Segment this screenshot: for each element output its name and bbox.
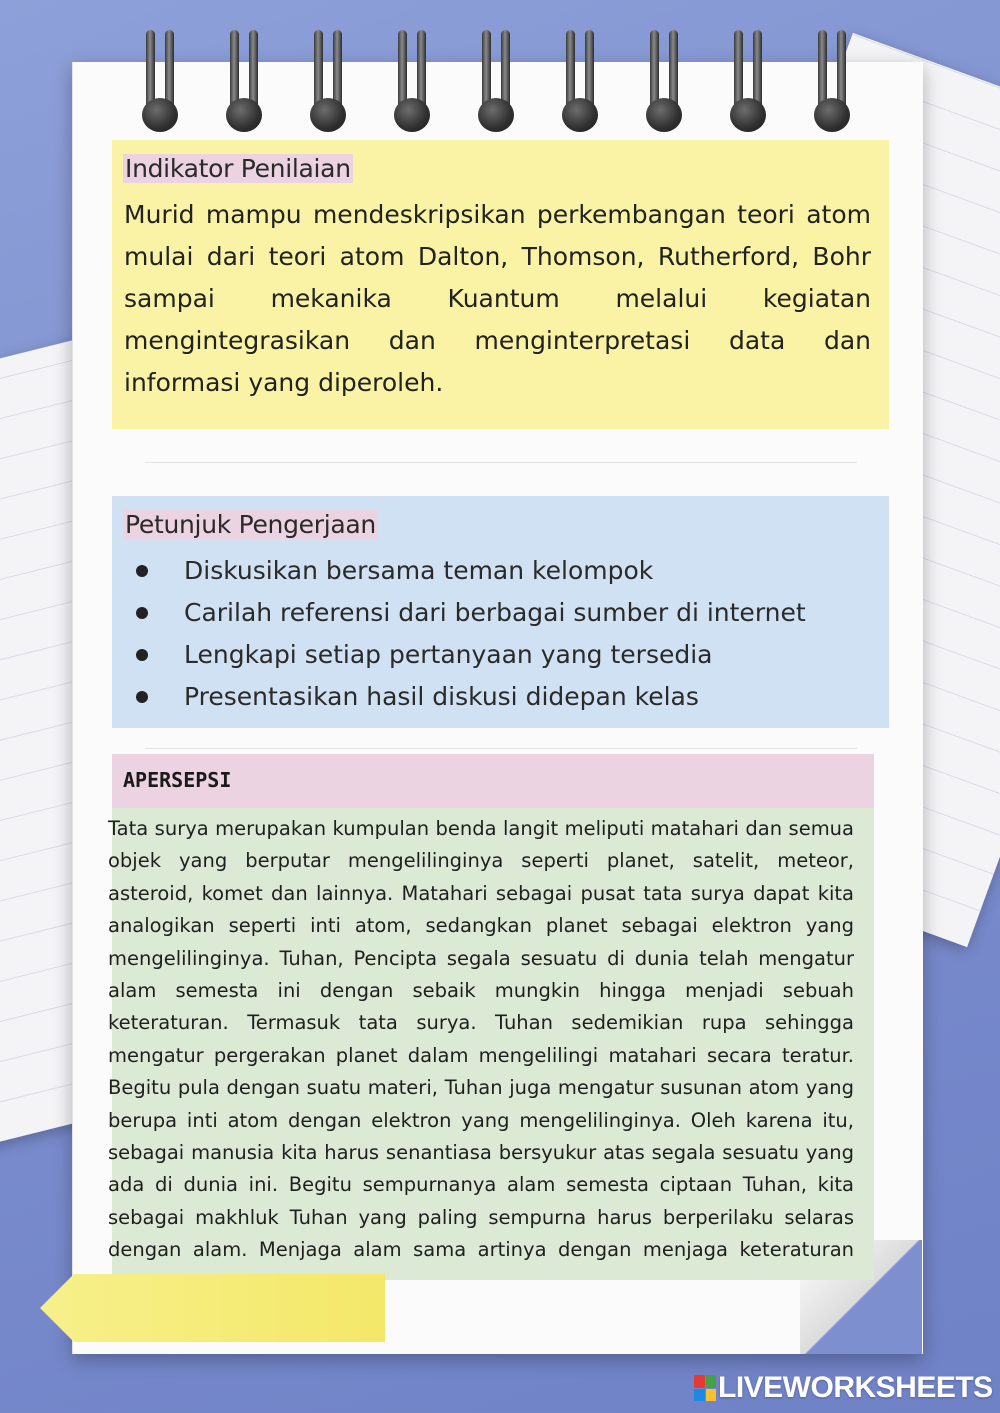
watermark-text: LIVEWORKSHEETS xyxy=(718,1371,993,1404)
bullet-icon xyxy=(136,565,148,577)
decorative-tag xyxy=(40,1274,385,1342)
liveworksheets-logo-icon xyxy=(694,1375,716,1401)
list-item: Diskusikan bersama teman kelompok xyxy=(136,550,806,592)
bullet-icon xyxy=(136,691,148,703)
instructions-heading: Petunjuk Pengerjaan xyxy=(125,510,376,539)
bullet-icon xyxy=(136,607,148,619)
list-item: Carilah referensi dari berbagai sumber di internet xyxy=(136,592,806,634)
indicator-text: Murid mampu mendeskripsikan perkembangan teori atom mulai dari teori atom Dalton, Thomson, Rutherford, Bohr sampai mekanika Kuantum melalui kegiatan mengintegrasikan dan menginterpretasi data dan informasi yang diperoleh. xyxy=(124,200,871,397)
divider-line xyxy=(145,748,857,749)
apersepsi-text: Tata surya merupakan kumpulan benda langit meliputi matahari dan semua objek yang berputar mengelilinginya seperti planet, satelit, meteor, asteroid, komet dan lainnya. Matahari sebagai pusat tata surya dapat kita analogikan seperti inti atom, sedangkan planet sebagai elektron yang mengelilinginya. Tuhan, Pencipta segala sesuatu di dunia telah mengatur alam semesta ini dengan sebaik mungkin hingga menjadi sebuah keteraturan. Termasuk tata surya. Tuhan sedemikian rupa sehingga mengatur pergerakan planet dalam mengelilingi matahari secara teratur. Begitu pula dengan suatu materi, Tuhan juga mengatur susunan atom yang berupa inti atom dengan elektron yang mengelilinginya. Oleh karena itu, sebagai manusia kita harus senantiasa bersyukur atas segala sesuatu yang ada di dunia ini. Begitu sempurnanya alam semesta ciptaan Tuhan, kita sebagai makhluk Tuhan yang paling sempurna harus berperilaku selaras dengan alam. Menjaga alam sama artinya dengan menjaga keteraturan xyxy=(108,817,854,1262)
bullet-icon xyxy=(136,649,148,661)
apersepsi-header xyxy=(112,754,874,808)
indicator-heading: Indikator Penilaian xyxy=(125,154,351,183)
instructions-box xyxy=(112,496,889,728)
apersepsi-box xyxy=(108,808,874,1280)
liveworksheets-watermark xyxy=(694,1370,993,1406)
list-item: Presentasikan hasil diskusi didepan kelas xyxy=(136,676,806,718)
indicator-box xyxy=(112,140,889,429)
divider-line xyxy=(145,462,857,463)
list-item: Lengkapi setiap pertanyaan yang tersedia xyxy=(136,634,806,676)
apersepsi-title: APERSEPSI xyxy=(123,768,232,792)
instructions-list xyxy=(136,550,806,718)
